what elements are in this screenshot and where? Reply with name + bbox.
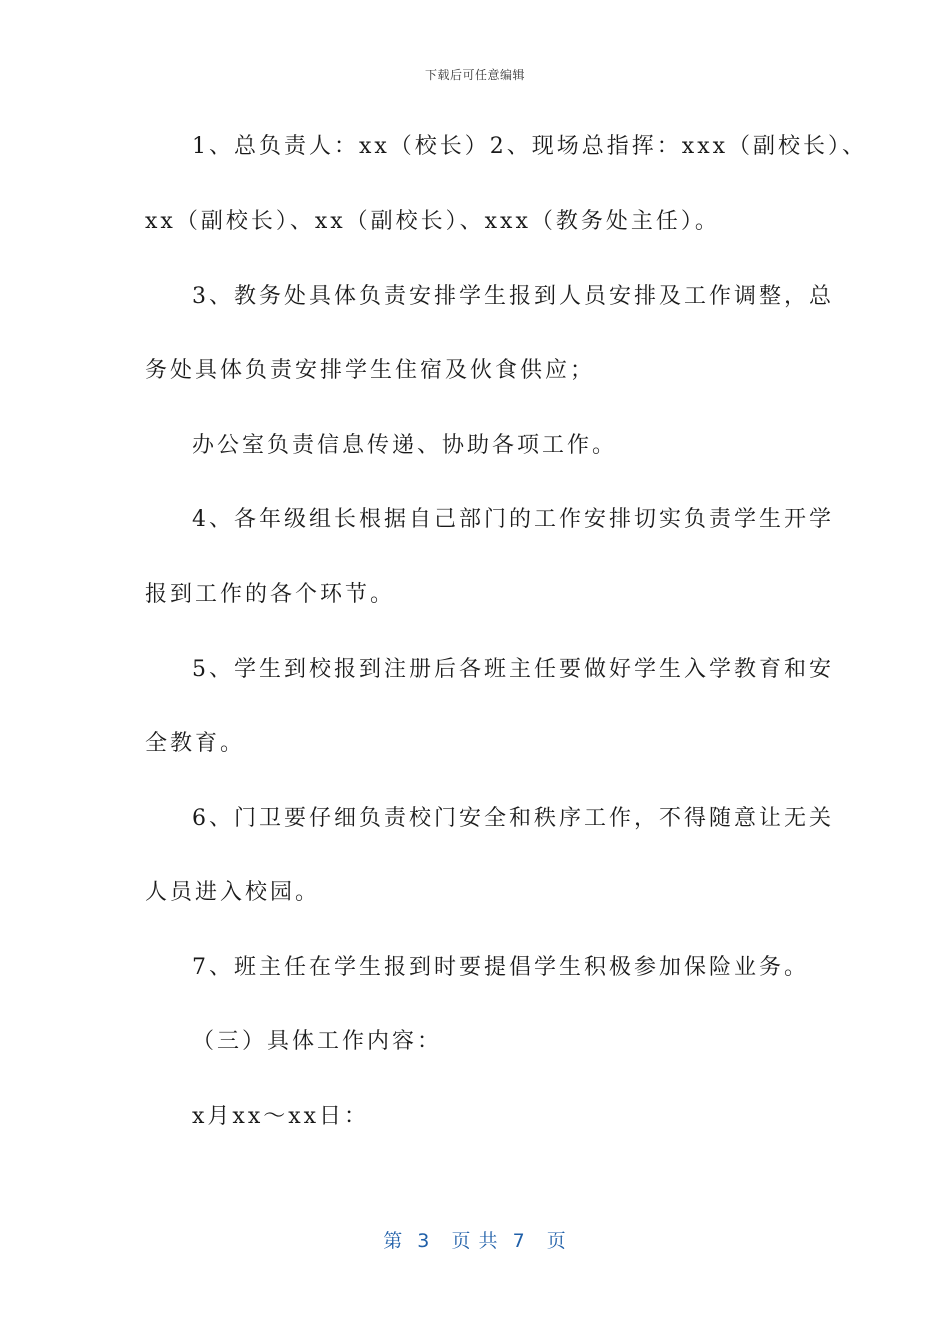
paragraph-line: 全教育。	[145, 731, 246, 756]
paragraph-line: 3、教务处具体负责安排学生报到人员安排及工作调整，总	[192, 284, 834, 309]
page-header: 下载后可任意编辑	[424, 68, 525, 82]
paragraph-line: 务处具体负责安排学生住宿及伙食供应；	[145, 358, 596, 383]
page-number-footer: 第 3 页 共 7 页	[383, 1230, 567, 1252]
paragraph-line: 报到工作的各个环节。	[145, 582, 396, 607]
paragraph-line: 办公室负责信息传递、协助各项工作。	[192, 433, 618, 458]
paragraph-line: x月xx～xx日：	[192, 1104, 370, 1129]
paragraph-line: 7、班主任在学生报到时要提倡学生积极参加保险业务。	[192, 955, 809, 980]
paragraph-line: （三）具体工作内容：	[192, 1029, 443, 1054]
paragraph-line: 5、学生到校报到注册后各班主任要做好学生入学教育和安	[192, 657, 834, 682]
paragraph-line: 人员进入校园。	[145, 880, 321, 905]
paragraph-line: 1、总负责人：xx（校长）2、现场总指挥：xxx（副校长）、	[192, 134, 868, 159]
paragraph-line: 6、门卫要仔细负责校门安全和秩序工作，不得随意让无关	[192, 806, 834, 831]
paragraph-line: xx（副校长）、xx（副校长）、xxx（教务处主任）。	[145, 209, 720, 234]
paragraph-line: 4、各年级组长根据自己部门的工作安排切实负责学生开学	[192, 507, 834, 532]
